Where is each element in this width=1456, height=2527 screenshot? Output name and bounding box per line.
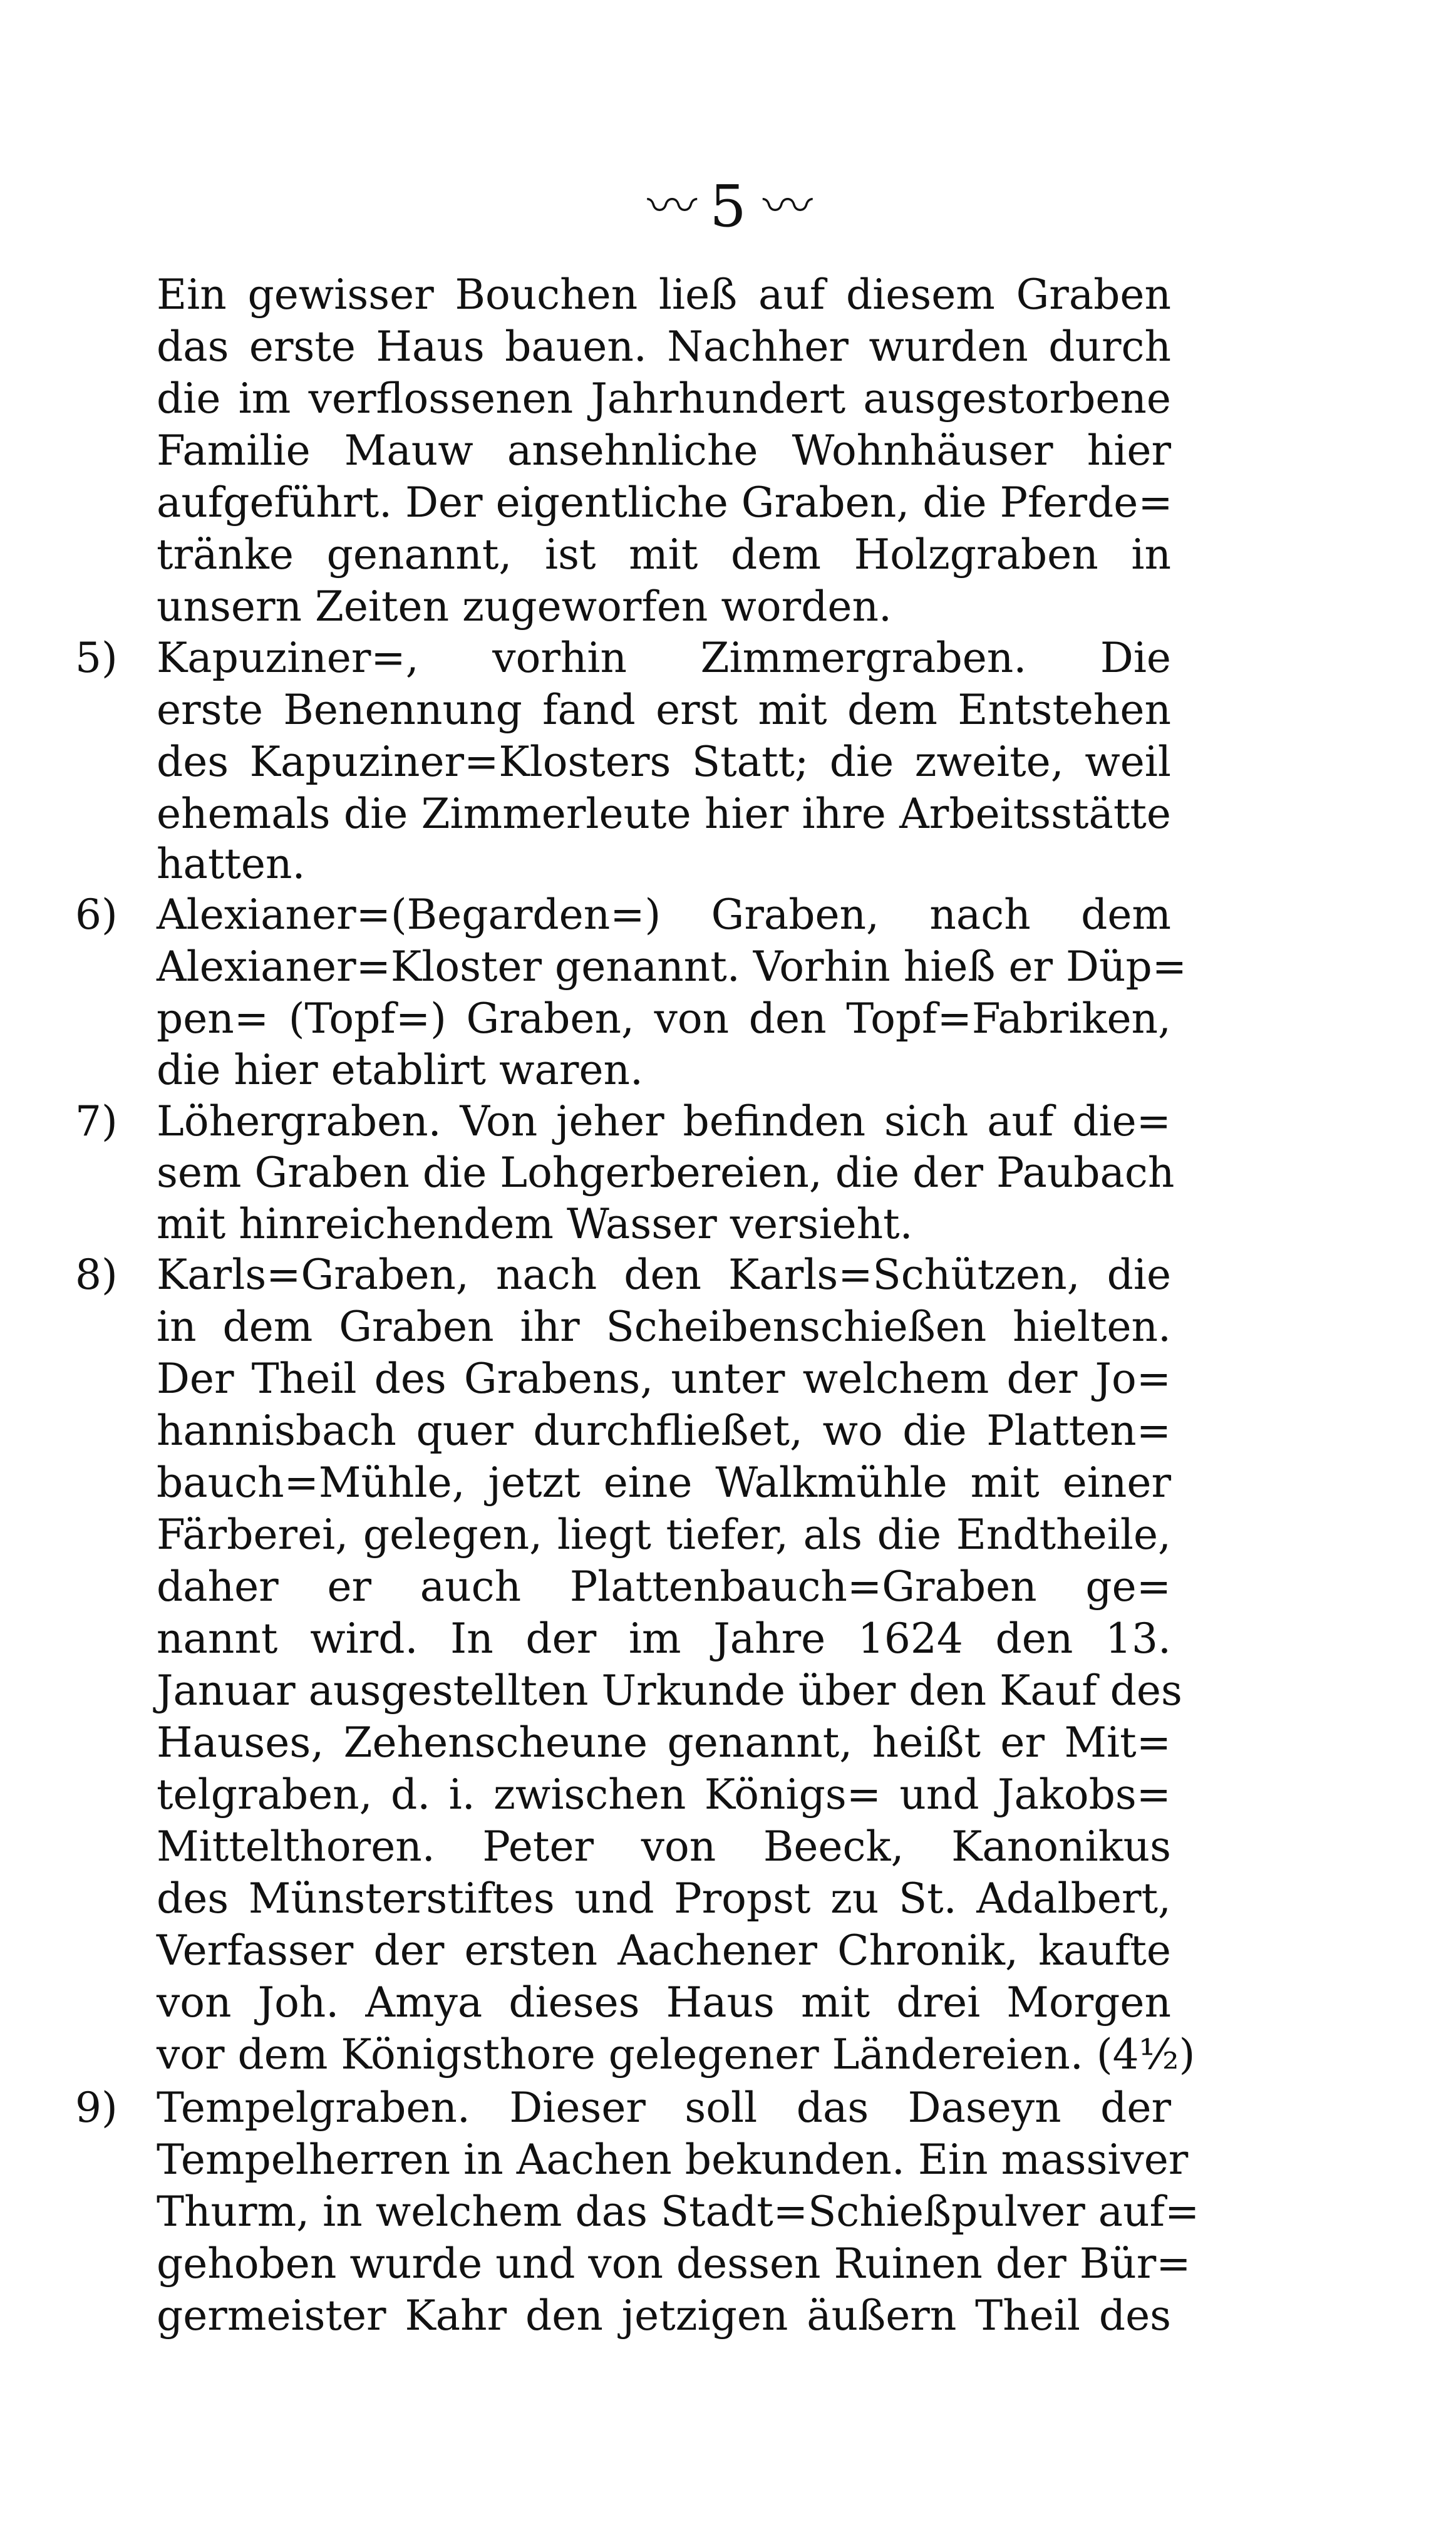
- text-line: Alexianer=Kloster genannt. Vorhin hieß er Düp=: [157, 943, 1187, 991]
- text-line: hannisbach quer durchfließet, wo die Platten=: [157, 1407, 1171, 1455]
- text-line: Löhergraben. Von jeher befinden sich auf die=: [157, 1097, 1171, 1145]
- text-line: daher er auch Plattenbauch=Graben ge=: [157, 1563, 1171, 1611]
- text-line: in dem Graben ihr Scheibenschießen hielten.: [157, 1303, 1171, 1351]
- text-line: hatten.: [157, 840, 306, 888]
- text-line: Karls=Graben, nach den Karls=Schützen, die: [157, 1251, 1171, 1299]
- text-line: des Kapuziner=Klosters Statt; die zweite, weil: [157, 738, 1171, 786]
- header-ornament-left: 〰: [647, 177, 694, 235]
- text-line: die im verflossenen Jahrhundert ausgestorbene: [157, 375, 1171, 423]
- text-line: Tempelherren in Aachen bekunden. Ein massiver: [157, 2136, 1189, 2184]
- text-line: das erste Haus bauen. Nachher wurden durch: [157, 323, 1171, 371]
- text-line: tränke genannt, ist mit dem Holzgraben in: [157, 530, 1171, 579]
- text-line: die hier etablirt waren.: [157, 1046, 643, 1094]
- text-line: erste Benennung fand erst mit dem Entstehen: [157, 686, 1171, 734]
- text-line: unsern Zeiten zugeworfen worden.: [157, 582, 892, 631]
- page-header: [0, 169, 1456, 244]
- text-line: gehoben wurde und von dessen Ruinen der Bür=: [157, 2240, 1191, 2288]
- text-line: vor dem Königsthore gelegener Ländereien. (4½): [157, 2030, 1195, 2079]
- text-line: Januar ausgestellten Urkunde über den Kauf des: [157, 1667, 1182, 1715]
- text-line: Familie Mauw ansehnliche Wohnhäuser hier: [157, 426, 1171, 475]
- header-ornament-right: 〰: [762, 177, 809, 235]
- text-line: Mittelthoren. Peter von Beeck, Kanonikus: [157, 1822, 1171, 1871]
- item-number-9: 9): [75, 2084, 118, 2132]
- text-line: mit hinreichendem Wasser versieht.: [157, 1200, 913, 1248]
- text-line: bauch=Mühle, jetzt eine Walkmühle mit einer: [157, 1459, 1171, 1507]
- text-line: pen= (Topf=) Graben, von den Topf=Fabriken,: [157, 995, 1171, 1043]
- text-line: ehemals die Zimmerleute hier ihre Arbeitsstätte: [157, 790, 1171, 838]
- item-number-5: 5): [75, 634, 118, 682]
- text-line: Hauses, Zehenscheune genannt, heißt er Mit=: [157, 1718, 1171, 1767]
- text-line: von Joh. Amya dieses Haus mit drei Morgen: [157, 1978, 1171, 2027]
- item-number-8: 8): [75, 1251, 118, 1299]
- text-line: Verfasser der ersten Aachener Chronik, kaufte: [157, 1926, 1171, 1975]
- text-line: Der Theil des Grabens, unter welchem der Jo=: [157, 1355, 1171, 1403]
- text-line: Tempelgraben. Dieser soll das Daseyn der: [157, 2084, 1171, 2132]
- text-line: des Münsterstiftes und Propst zu St. Adalbert,: [157, 1874, 1171, 1923]
- text-line: telgraben, d. i. zwischen Königs= und Jakobs=: [157, 1770, 1171, 1819]
- item-number-7: 7): [75, 1097, 118, 1145]
- text-line: Thurm, in welchem das Stadt=Schießpulver auf=: [157, 2188, 1200, 2236]
- text-line: Ein gewisser Bouchen ließ auf diesem Graben: [157, 271, 1171, 319]
- text-line: nannt wird. In der im Jahre 1624 den 13.: [157, 1615, 1171, 1663]
- text-line: germeister Kahr den jetzigen äußern Theil des: [157, 2292, 1171, 2340]
- item-number-6: 6): [75, 891, 118, 939]
- text-line: Färberei, gelegen, liegt tiefer, als die Endtheile,: [157, 1511, 1171, 1559]
- text-line: Alexianer=(Begarden=) Graben, nach dem: [157, 891, 1171, 939]
- page-number: 5: [710, 173, 746, 240]
- text-line: sem Graben die Lohgerbereien, die der Paubach: [157, 1149, 1175, 1197]
- text-line: Kapuziner=, vorhin Zimmergraben. Die: [157, 634, 1171, 682]
- text-line: aufgeführt. Der eigentliche Graben, die Pferde=: [157, 478, 1173, 527]
